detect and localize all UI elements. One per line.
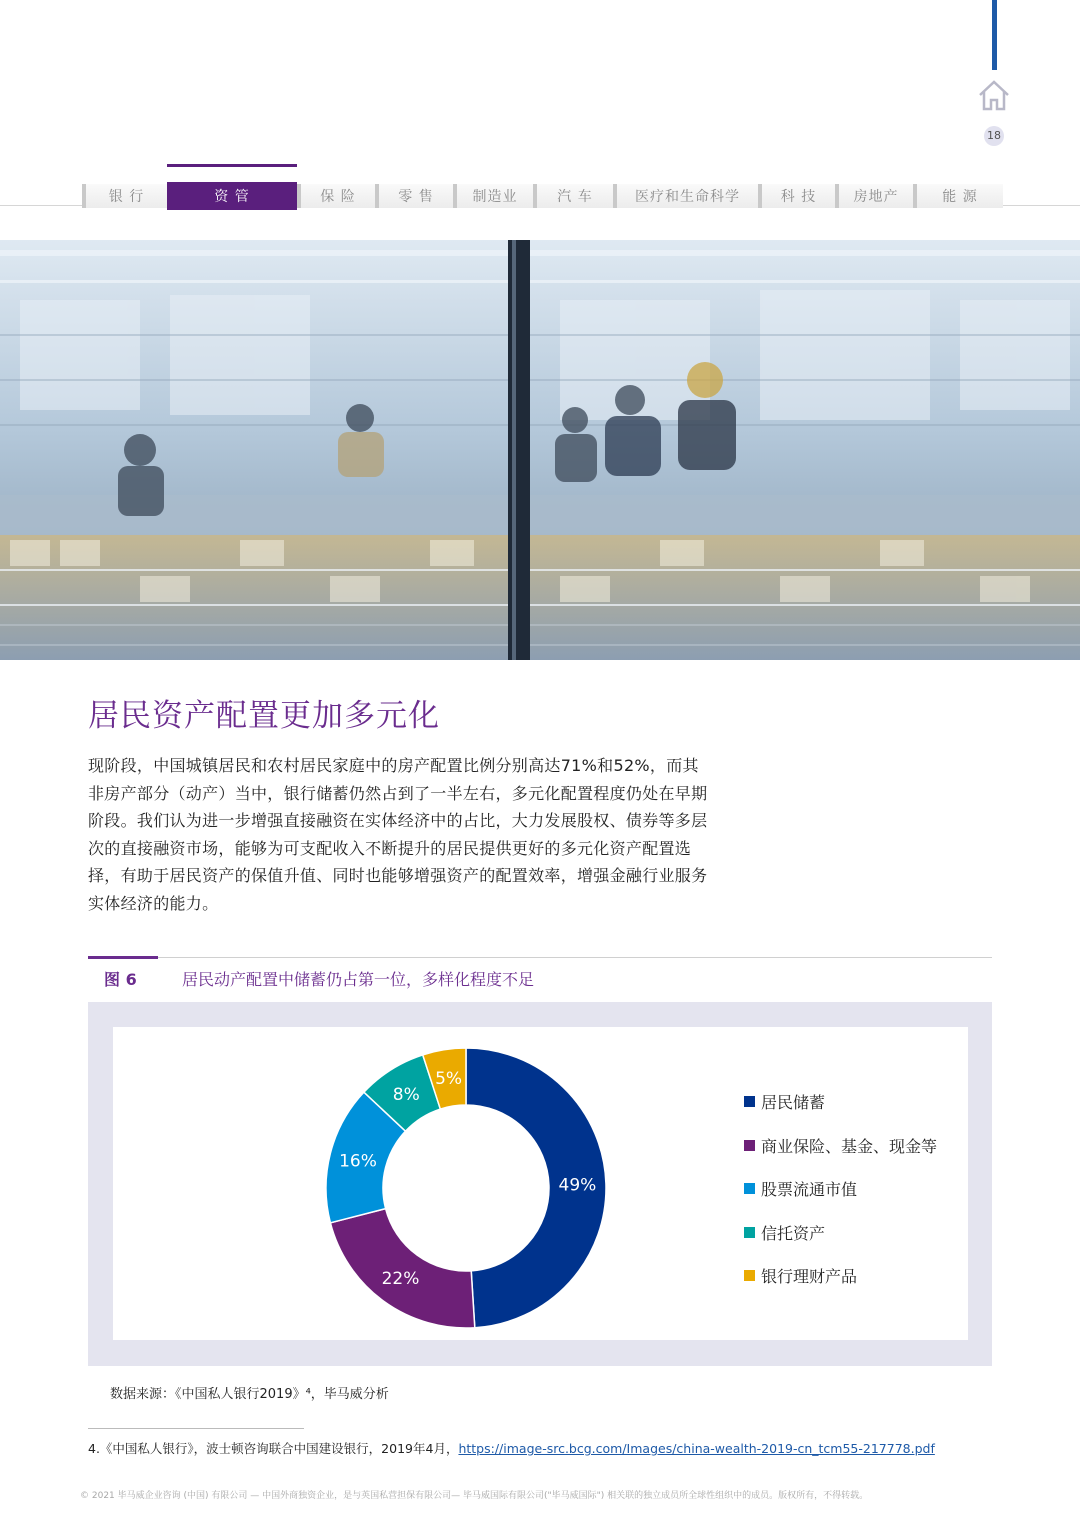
body-paragraph: 现阶段，中国城镇居民和农村居民家庭中的房产配置比例分别高达71%和52%，而其非房产部分（动产）当中，银行储蓄仍然占到了一半左右，多元化配置程度仍处在早期阶段。我们认为进一步增强直接融资在实体经济中的占比，大力发展股权、债券等多层次的直接融资市场，能够为可支配收入不断提升的居民提供更好的多元化资产配置选择，有助于居民资产的保值升值、同时也能够增强资产的配置效率，增强金融行业服务实体经济的能力。 [88, 756, 708, 913]
top-accent-bar [992, 0, 997, 70]
legend-swatch [744, 1140, 755, 1151]
legend-item [744, 1221, 825, 1244]
legend-label: 商业保险、基金、现金等 [761, 1136, 938, 1156]
legend-swatch [744, 1270, 755, 1281]
tab-healthcare-life-sciences[interactable]: 医疗和生命科学 [613, 184, 758, 208]
legend-item [744, 1264, 857, 1287]
legend-label: 信托资产 [761, 1223, 826, 1243]
copyright-notice: © 2021 毕马威企业咨询 (中国) 有限公司 — 中国外商独资企业，是与英国私营担保有限公司— 毕马威国际有限公司("毕马威国际") 相关联的独立成员所全球性组织中的成员。版权所有，不得转载。 [80, 1491, 869, 1501]
slice-value-label: 16% [339, 1151, 377, 1172]
legend-label: 居民储蓄 [761, 1093, 826, 1112]
slice-value-label: 5% [435, 1068, 463, 1089]
legend-swatch [744, 1227, 755, 1238]
tab-manufacturing[interactable]: 制造业 [453, 184, 533, 208]
tab-insurance[interactable]: 保 险 [297, 184, 375, 208]
page-number: 18 [984, 126, 1004, 146]
tab-banking[interactable]: 银 行 [82, 184, 167, 208]
legend-swatch [744, 1096, 755, 1107]
footnote [88, 1439, 935, 1457]
office-banner-image [0, 240, 1080, 660]
legend-label: 股票流通市值 [761, 1180, 858, 1199]
data-source: 数据来源：《中国私人银行2019》⁴，毕马威分析 [110, 1387, 389, 1402]
legend-swatch [744, 1183, 755, 1194]
figure-accent-rule [88, 956, 158, 959]
legend-label: 银行理财产品 [761, 1267, 858, 1286]
tab-energy[interactable]: 能 源 [913, 184, 1003, 208]
section-heading: 居民资产配置更加多元化 [88, 698, 440, 734]
slice-value-label: 22% [381, 1269, 420, 1290]
footnote-text: 4.《中国私人银行》，波士顿咨询联合中国建设银行，2019年4月， [88, 1441, 459, 1456]
legend-item [744, 1177, 857, 1200]
category-nav [82, 184, 1003, 208]
tab-automotive[interactable]: 汽 车 [533, 184, 613, 208]
tab-asset-management[interactable]: 资 管 [167, 182, 297, 210]
slice-value-label: 8% [392, 1084, 420, 1105]
footnote-divider [88, 1428, 304, 1429]
tab-technology[interactable]: 科 技 [758, 184, 835, 208]
tab-retail[interactable]: 零 售 [375, 184, 453, 208]
figure-title: 居民动产配置中储蓄仍占第一位，多样化程度不足 [182, 970, 535, 989]
slice-value-label: 49% [558, 1175, 597, 1196]
footnote-link[interactable]: https://image-src.bcg.com/Images/china-wealth-2019-cn_tcm55-217778.pdf [458, 1441, 935, 1456]
figure-divider [158, 957, 992, 958]
legend-item [744, 1134, 937, 1157]
home-icon[interactable] [976, 78, 1012, 112]
figure-label: 图 6 [104, 970, 137, 989]
legend-item [744, 1090, 825, 1113]
tab-real-estate[interactable]: 房地产 [835, 184, 913, 208]
